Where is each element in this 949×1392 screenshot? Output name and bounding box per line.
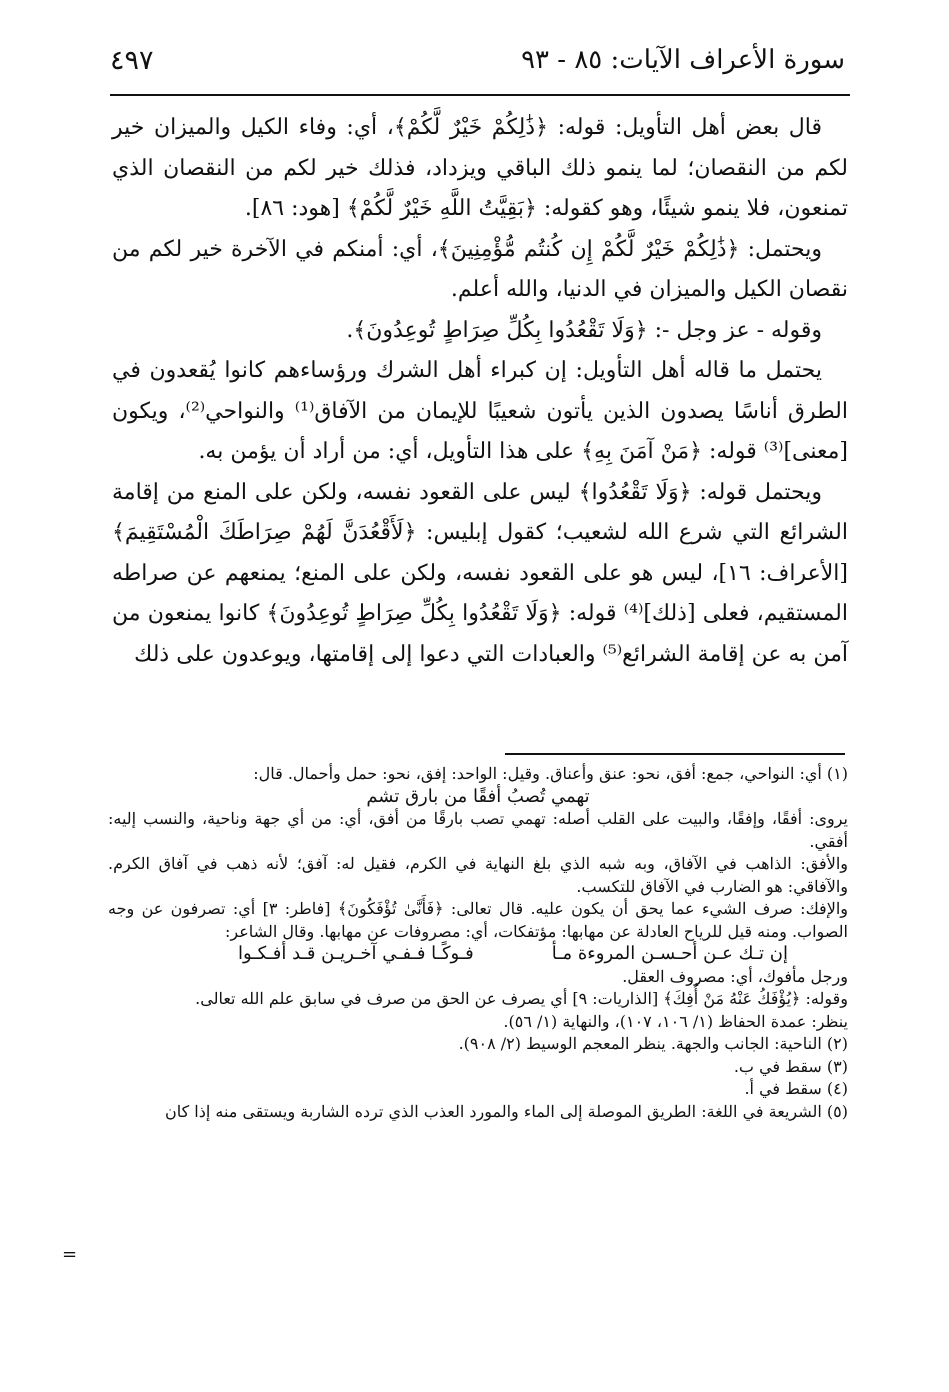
footnote-2: (٢) الناحية: الجانب والجهة. ينظر المعجم الوسيط (٢/ ٩٠٨). <box>458 1034 848 1053</box>
footnote-1-para-2: يروى: أفقًا، وإفقًا، والبيت على القلب أصله: تهمي تصب بارقًا من أفق، أي: من أي جهة وناحية، والنسب إليه: أفقي. <box>108 809 848 851</box>
page-number: ٤٩٧ <box>110 45 154 76</box>
running-title: سورة الأعراف الآيات: ٨٥ - ٩٣ <box>521 45 845 75</box>
footnote-1-para-3: والأفق: الذاهب في الآفاق، وبه شبه الذي بلغ النهاية في الكرم، فقيل له: آفق؛ لأنه ذهب في آفاق الكرم. والآفاقي: هو الضارب في الآفاق للتكسب. <box>108 854 848 896</box>
page-header <box>110 45 845 95</box>
footnote-1-para-5: ورجل مأفوك، أي: مصروف العقل. <box>622 966 848 986</box>
footnote-4: (٤) سقط في أ. <box>744 1079 848 1098</box>
footnote-5: (٥) الشريعة في اللغة: الطريق الموصلة إلى الماء والمورد العذب الذي ترده الشاربة ويستقى منه إذا كان <box>164 1101 848 1121</box>
couplet-first-hemistich: إن تـك عـن أحـسـن المروءة مـأ <box>551 943 788 964</box>
continuation-mark: = <box>62 1244 78 1265</box>
footnote-3: (٣) سقط في ب. <box>733 1056 848 1076</box>
couplet-second-hemistich: فـوكًـا فـفـي آخـريـن قـد أفـكـوا <box>238 943 474 964</box>
paragraph-5: ويحتمل قوله: ﴿وَلَا تَقْعُدُوا﴾ ليس على القعود نفسه، ولكن على المنع من إقامة الشرائع التي شرع الله لشعيب؛ كقول إبليس: ﴿لَأَقْعُدَنَّ لَهُمْ صِرَاطَكَ الْمُسْتَقِيمَ﴾ [الأعراف: ١٦]، ليس هو على القعود نفسه، ولكن على المنع؛ يمنعهم عن صراطه المستقيم، فعلى [ذلك]⁽⁴⁾ قوله: ﴿وَلَا تَقْعُدُوا بِكُلِّ صِرَاطٍ تُوعِدُونَ﴾ كانوا يمنعون من آمن به عن إقامة الشرائع⁽⁵⁾ والعبادات التي دعوا إلى إقامتها، ويوعدون على ذلك <box>112 479 848 667</box>
footnote-1-verse: تهمي تُصبُ أفقًا من بارق تشم <box>366 785 590 807</box>
paragraph-4: يحتمل ما قاله أهل التأويل: إن كبراء أهل الشرك ورؤساءهم كانوا يُقعدون في الطرق أناسًا يصدون الذين يأتون شعيبًا للإيمان من الآفاق⁽¹⁾ والنواحي⁽²⁾، ويكون [معنى]⁽³⁾ قوله: ﴿مَنْ آمَنَ بِهِ﴾ على هذا التأويل، أي: من أراد أن يؤمن به. <box>112 358 848 464</box>
footnote-1-para-4: والإفك: صرف الشيء عما يحق أن يكون عليه. قال تعالى: ﴿فَأَنَّىٰ تُؤْفَكُونَ﴾ [فاطر: ٣] أي: تصرفون عن وجه الصواب. ومنه قيل للرياح العادلة عن مهابها: مؤتفكات، أي: مصروفات عن مهابها. وقال الشاعر: <box>108 899 848 941</box>
footnote-1-intro: (١) أي: النواحي، جمع: أفق، نحو: عنق وأعناق. وقيل: الواحد: إفق، نحو: حمل وأحمال. قال: <box>253 764 848 783</box>
header-rule <box>110 94 850 96</box>
footnote-1-para-6: وقوله: ﴿يُؤْفَكُ عَنْهُ مَنْ أُفِكَ﴾ [الذاريات: ٩] أي يصرف عن الحق من صرف في سابق علم الله تعالى. <box>195 989 848 1008</box>
paragraph-1: قال بعض أهل التأويل: قوله: ﴿ذَٰلِكُمْ خَيْرٌ لَّكُمْ﴾، أي: وفاء الكيل والميزان خير لكم من النقصان؛ لما ينمو ذلك الباقي ويزداد، فذلك خير لكم من النقصان الذي تمنعون، فلا ينمو شيئًا، وهو كقوله: ﴿بَقِيَّتُ اللَّهِ خَيْرٌ لَّكُمْ﴾ [هود: ٨٦]. <box>112 115 848 221</box>
paragraph-3: وقوله - عز وجل -: ﴿وَلَا تَقْعُدُوا بِكُلِّ صِرَاطٍ تُوعِدُونَ﴾. <box>346 317 822 343</box>
footnote-1-para-7: ينظر: عمدة الحفاظ (١/ ١٠٦، ١٠٧)، والنهاية (١/ ٥٦). <box>503 1011 848 1031</box>
paragraph-2: ويحتمل: ﴿ذَٰلِكُمْ خَيْرٌ لَّكُمْ إِن كُنتُم مُّؤْمِنِينَ﴾، أي: أمنكم في الآخرة خير لكم من نقصان الكيل والميزان في الدنيا، والله أعلم. <box>112 236 848 302</box>
main-text <box>112 108 848 675</box>
footnotes <box>108 763 848 1123</box>
footnote-rule <box>505 753 845 755</box>
footnote-1-couplet <box>108 943 848 966</box>
